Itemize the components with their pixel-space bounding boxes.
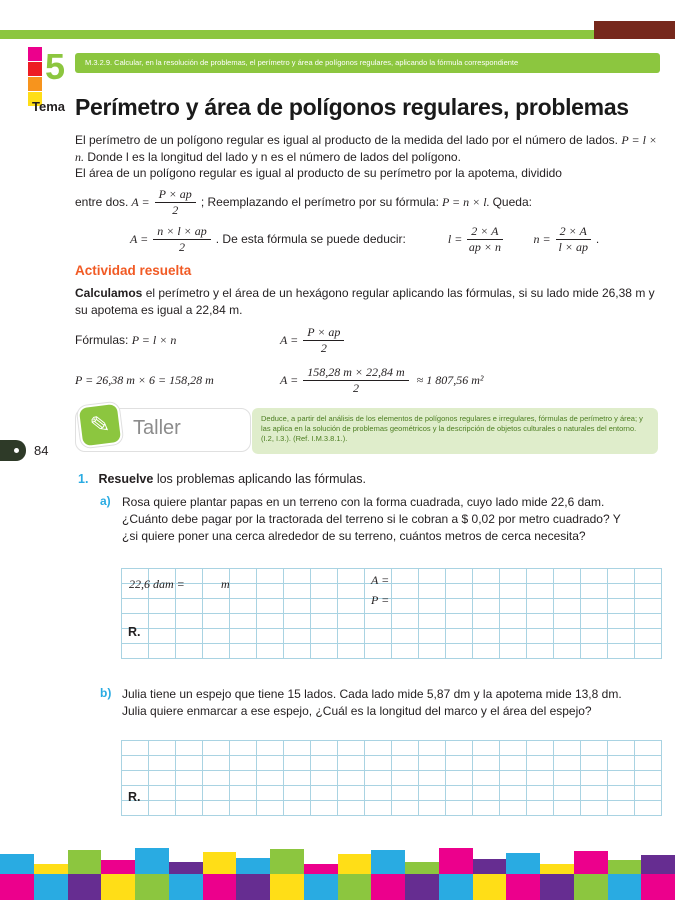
tema-color-squares xyxy=(28,47,42,106)
intro-p2-mid: ; Reemplazando el perímetro por su fórmula: xyxy=(200,195,439,210)
fraction-denominator: 2 xyxy=(320,341,327,355)
perimeter-formula: P = l × n xyxy=(131,333,177,347)
grid-a-perimeter-label: P = xyxy=(371,593,390,607)
taller-label: Taller xyxy=(133,417,181,439)
footer-block-column xyxy=(135,848,169,900)
footer-decoration xyxy=(0,848,675,900)
grid-a-area-label: A = xyxy=(371,573,390,587)
formulas-left xyxy=(75,333,280,348)
footer-block-column xyxy=(506,848,540,900)
footer-block-column xyxy=(473,848,507,900)
formulas-row xyxy=(75,326,349,355)
activity-heading: Actividad resuelta xyxy=(75,263,192,278)
tema-color-square xyxy=(28,62,42,76)
tema-color-square xyxy=(28,47,42,61)
fraction-numerator: 2 × A xyxy=(556,225,591,240)
activity-lead xyxy=(75,285,665,318)
footer-block-column xyxy=(574,848,608,900)
top-maroon-bar xyxy=(594,21,675,39)
footer-block-column xyxy=(101,848,135,900)
fraction-numerator: P × ap xyxy=(303,326,344,341)
fraction-numerator: P × ap xyxy=(155,188,196,203)
taller-section xyxy=(75,404,658,456)
page-badge-dot xyxy=(14,448,19,453)
fraction-denominator: l × ap xyxy=(558,240,588,254)
deduction-text: . De esta fórmula se puede deducir: xyxy=(215,232,406,247)
intro-p1-formula: P = l × n. xyxy=(75,133,658,164)
intro-p2-end: Queda: xyxy=(492,195,532,210)
intro-p2-pre: entre dos. xyxy=(75,195,129,210)
item-a-text: Rosa quiere plantar papas en un terreno con la forma cuadrada, cuyo lado mide 22,6 dam. ¿Cuánto debe pagar por la tractorada del terreno si le cobran a $ 0,02 por metro cuadrado? Y ¿si quiere poner una cerca alrededor de su terreno, cuántos metros de cerca necesita? xyxy=(122,495,621,543)
fraction-n-formula xyxy=(556,225,591,254)
fraction-side-formula xyxy=(467,225,502,254)
footer-block-column xyxy=(236,848,270,900)
intro-deduction-line xyxy=(75,224,665,256)
grid-a-conversion-label: 22,6 dam = xyxy=(129,577,185,591)
footer-block-column xyxy=(270,848,304,900)
intro-paragraph-2-line2 xyxy=(75,187,665,219)
exercise-verb: Resuelve xyxy=(98,472,154,486)
fraction-perimeter-apothem xyxy=(155,188,196,217)
page-number-badge xyxy=(0,440,26,461)
fraction-denominator: 2 xyxy=(352,381,359,395)
fraction-denominator: ap × n xyxy=(468,240,501,254)
footer-block-column xyxy=(439,848,473,900)
deduction-period: . xyxy=(595,232,600,247)
results-row xyxy=(75,366,484,395)
deduction-side-symbol: l = xyxy=(447,232,463,247)
page-number: 84 xyxy=(34,443,49,458)
tema-color-square xyxy=(28,77,42,91)
answer-grid-b xyxy=(121,740,662,816)
footer-block-column xyxy=(338,848,372,900)
area-result-symbol: A = xyxy=(280,373,299,387)
footer-block-column xyxy=(540,848,574,900)
fraction-area-result xyxy=(303,366,408,395)
fraction-denominator: 2 xyxy=(178,240,185,254)
pencil-icon: ✎ xyxy=(77,402,124,449)
exercise-number: 1. xyxy=(78,472,89,486)
page-title: Perímetro y área de polígonos regulares, problemas xyxy=(75,94,629,120)
intro-section xyxy=(75,132,665,256)
perimeter-result: P = 26,38 m × 6 = 158,28 m xyxy=(75,373,214,387)
footer-block-column xyxy=(203,848,237,900)
fraction-numerator: 2 × A xyxy=(467,225,502,240)
area-result-value: ≈ 1 807,56 m² xyxy=(416,373,484,387)
footer-block-column xyxy=(371,848,405,900)
exercise-1-lead xyxy=(78,472,366,486)
footer-block-column xyxy=(68,848,102,900)
fraction-numerator: n × l × ap xyxy=(153,225,211,240)
curriculum-standard-strip: M.3.2.9. Calcular, en la resolución de problemas, el perímetro y área de polígonos regulares, aplicando la fórmula correspondiente xyxy=(75,53,660,73)
taller-instruction-box: Deduce, a partir del análisis de los elementos de polígonos regulares e irregulares, fórmulas de perímetro y área; y las aplica en la solución de problemas geométricos y la descripción de objetos culturales o naturales del entorno. (I.2, I.3.). (Ref. I.M.3.8.1.). xyxy=(252,408,658,454)
grid-b-answer-label: R. xyxy=(128,790,141,804)
footer-block-column xyxy=(641,848,675,900)
tema-label: Tema xyxy=(32,99,65,114)
item-b-text: Julia tiene un espejo que tiene 15 lados. Cada lado mide 5,87 dm y la apotema mide 13,8 dm. Julia quiere enmarcar a ese espejo, ¿Cuál es la longitud del marco y el área del espejo? xyxy=(122,687,622,718)
intro-p2-area-symbol: A = xyxy=(131,195,150,210)
intro-paragraph-1 xyxy=(75,132,665,165)
deduction-n-symbol: n = xyxy=(533,232,551,247)
footer-block-column xyxy=(34,848,68,900)
fraction-numerator: 158,28 m × 22,84 m xyxy=(303,366,408,381)
activity-lead-rest: el perímetro y el área de un hexágono regular aplicando las fórmulas, si su lado mide 26,38 m y su apotema es igual a 22,84 m. xyxy=(75,286,655,317)
top-green-bar xyxy=(0,30,594,39)
grid-a-unit-label: m xyxy=(221,577,230,591)
intro-paragraph-2-line1: El área de un polígono regular es igual al producto de su perímetro por la apotema, dividido xyxy=(75,166,562,180)
exercise-lead-rest: los problemas aplicando las fórmulas. xyxy=(153,472,366,486)
item-a-label: a) xyxy=(100,494,111,508)
fraction-denominator: 2 xyxy=(172,203,179,217)
grid-a-answer-label: R. xyxy=(128,625,141,639)
fraction-area-formula xyxy=(153,225,211,254)
activity-lead-bold: Calculamos xyxy=(75,286,143,300)
area-symbol: A = xyxy=(280,333,299,347)
intro-p2-formula: P = n × l. xyxy=(441,195,490,210)
footer-block-column xyxy=(169,848,203,900)
intro-p1-rest: Donde l es la longitud del lado y n es el número de lados del polígono. xyxy=(84,149,461,164)
footer-block-column xyxy=(304,848,338,900)
footer-block-column xyxy=(0,848,34,900)
fraction-area xyxy=(303,326,344,355)
item-b-label: b) xyxy=(100,686,112,700)
formulas-label: Fórmulas: xyxy=(75,333,129,347)
footer-block-column xyxy=(405,848,439,900)
tema-number: 5 xyxy=(45,46,66,87)
answer-grid-a xyxy=(121,568,662,659)
intro-p1-text: El perímetro de un polígono regular es igual al producto de la medida del lado por el número de lados. xyxy=(75,133,622,147)
footer-block-column xyxy=(608,848,642,900)
deduction-area-symbol: A = xyxy=(130,232,149,247)
